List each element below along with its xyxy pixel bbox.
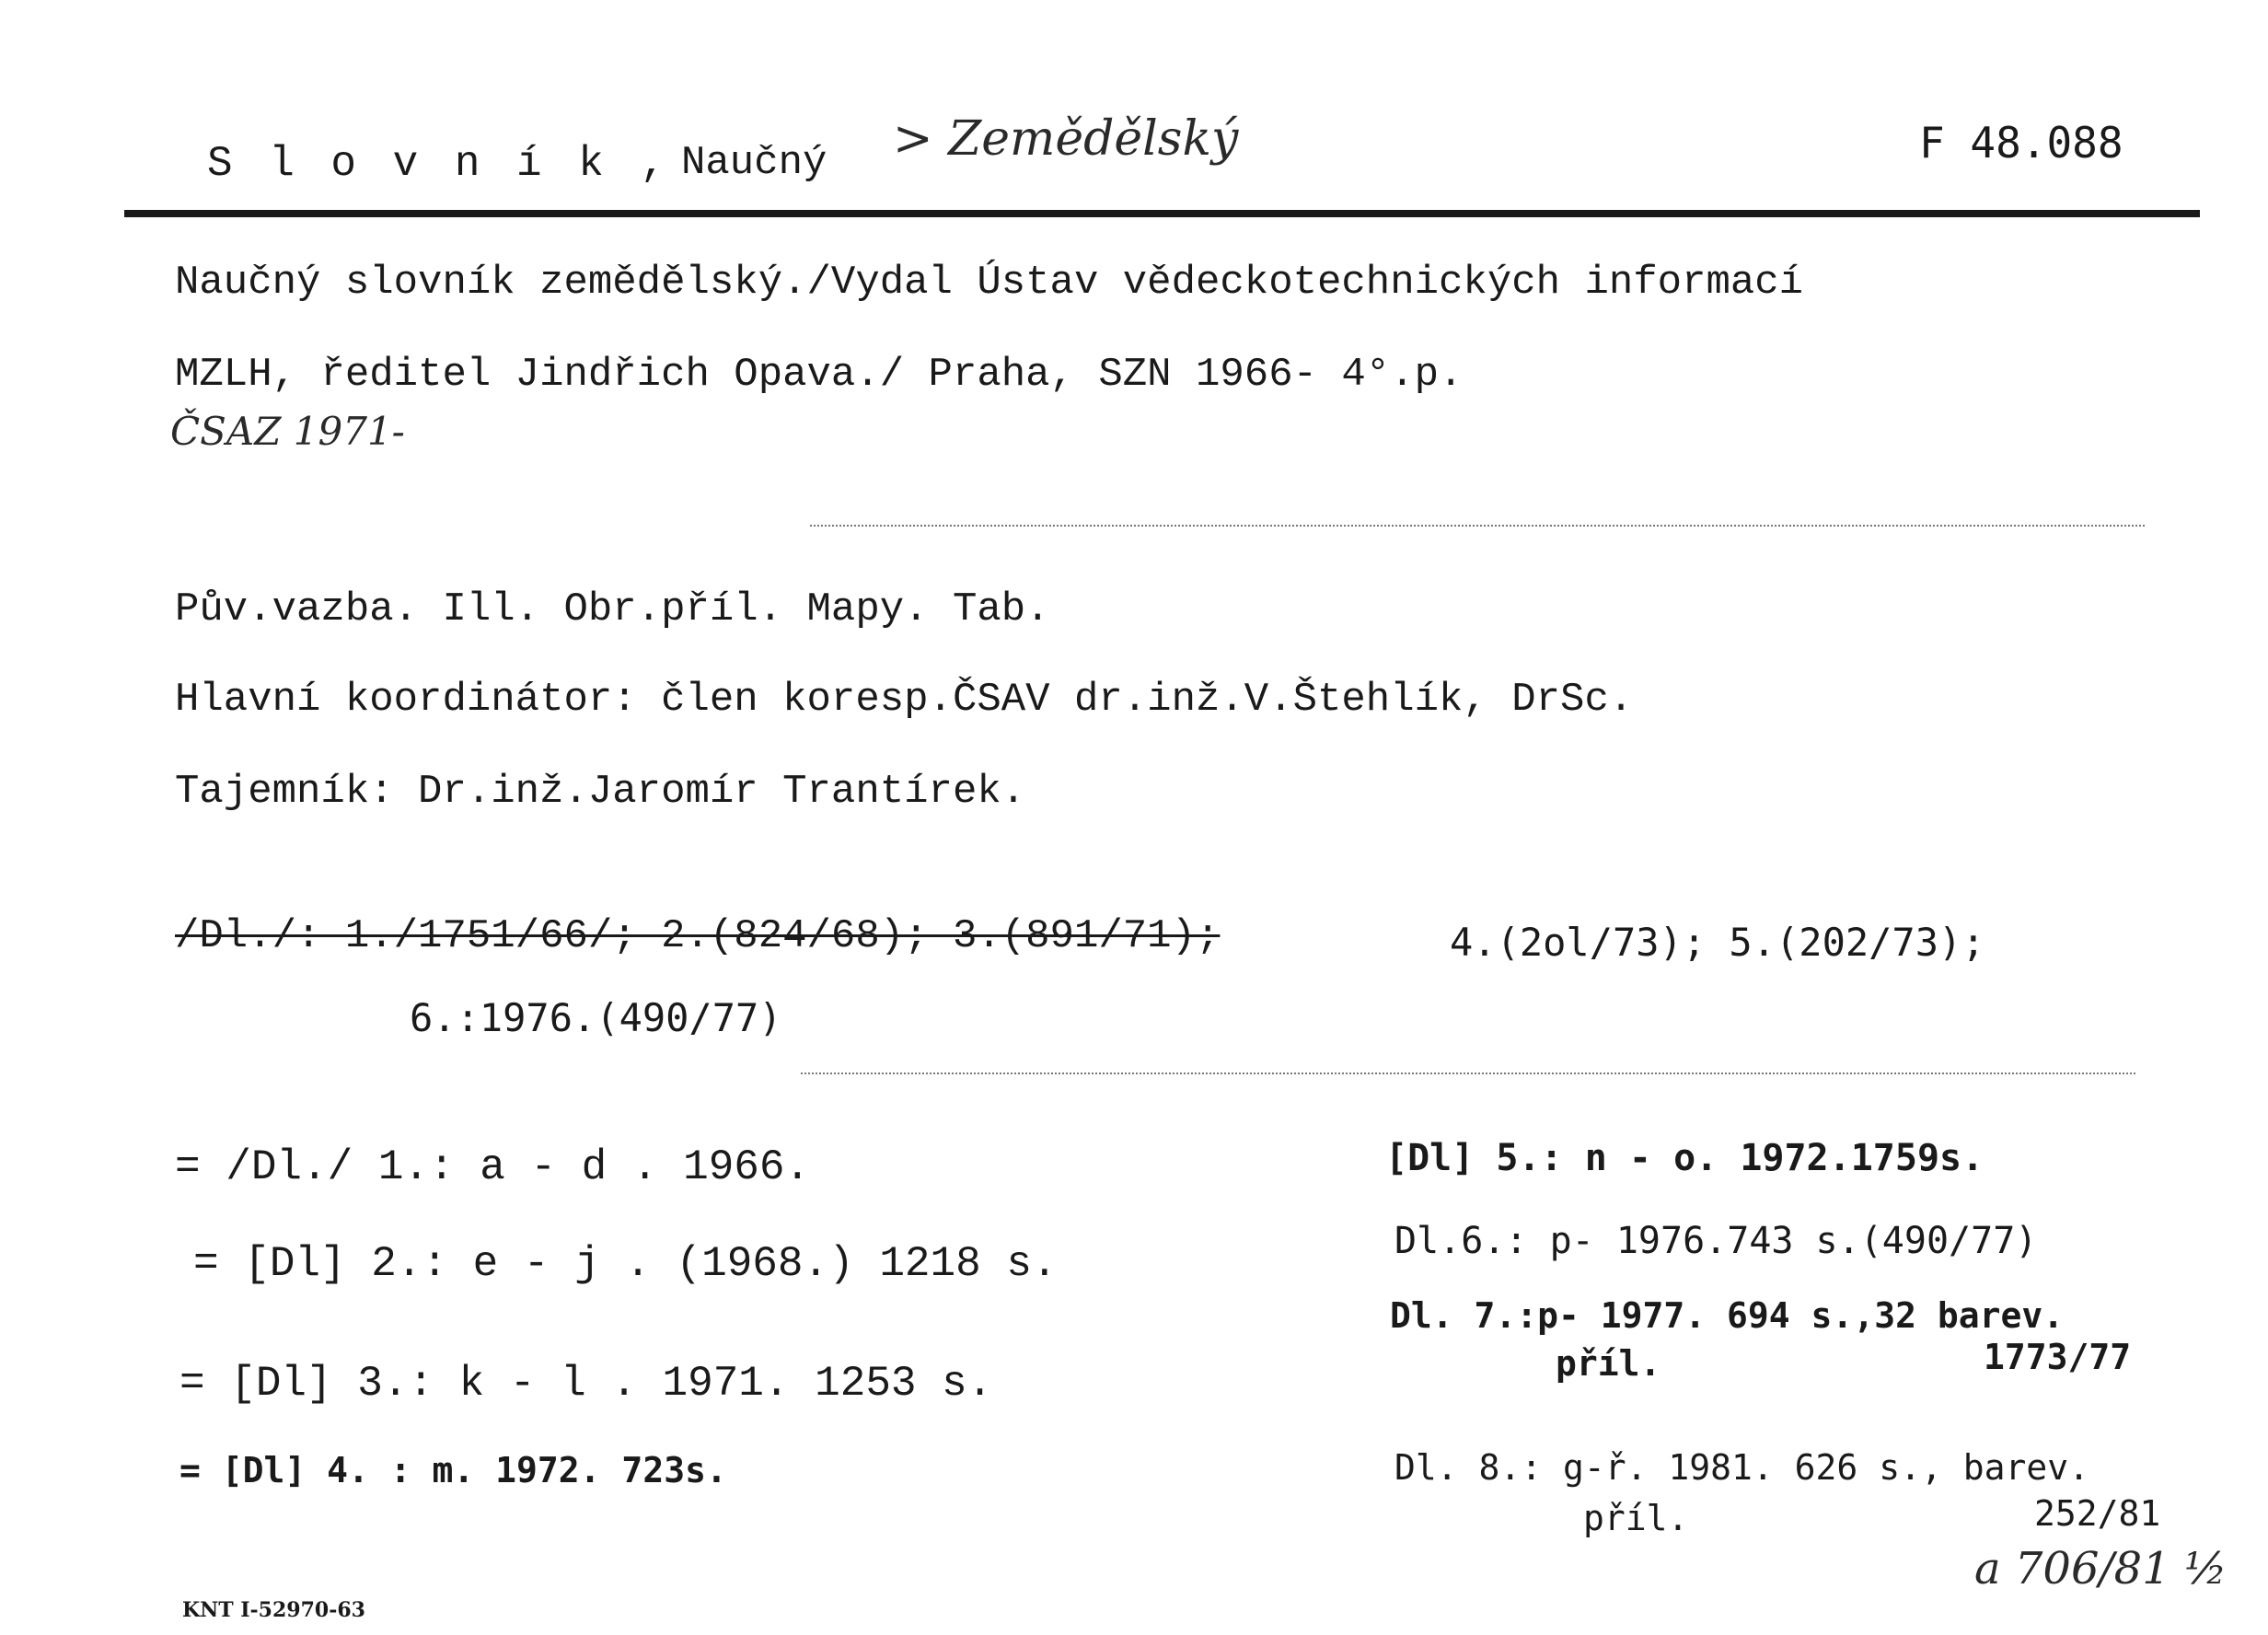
- header-rule: [124, 210, 2200, 217]
- volume-3: = [Dl] 3.: k - l . 1971. 1253 s.: [179, 1360, 993, 1408]
- volume-7-line-1: Dl. 7.:p- 1977. 694 s.,32 barev.: [1390, 1295, 2065, 1336]
- body-line-2: MZLH, ředitel Jindřich Opava./ Praha, SZN 1966- 4°.p.: [175, 352, 1464, 398]
- header-handwritten-note: > Zemědělský: [893, 111, 1239, 167]
- body-line-5: Tajemník: Dr.inž.Jaromír Trantírek.: [175, 769, 1026, 815]
- volume-6: Dl.6.: p- 1976.743 s.(490/77): [1394, 1220, 2038, 1262]
- handwritten-accession: a 706/81 ½: [1974, 1543, 2228, 1594]
- history-line-2: 6.:1976.(490/77): [410, 995, 782, 1040]
- volume-5: [Dl] 5.: n - o. 1972.1759s.: [1385, 1137, 1984, 1179]
- body-line-1: Naučný slovník zemědělský./Vydal Ústav vědeckotechnických informací: [175, 260, 1804, 306]
- dotted-separator-2: [801, 1073, 2135, 1074]
- volume-2: = [Dl] 2.: e - j . (1968.) 1218 s.: [193, 1240, 1058, 1288]
- volume-8-line-2a: příl.: [1583, 1498, 1689, 1538]
- volume-7-line-2b: 1773/77: [1984, 1337, 2132, 1377]
- handwritten-line: ČSAZ 1971-: [170, 409, 405, 454]
- volume-8-line-2b: 252/81: [2034, 1493, 2161, 1534]
- header-subtitle: Naučný: [681, 140, 827, 186]
- dotted-separator: [810, 525, 2145, 527]
- body-line-4: Hlavní koordinátor: člen koresp.ČSAV dr.inž.V.Štehlík, DrSc.: [175, 677, 1634, 723]
- history-current: 4.(2ol/73); 5.(202/73);: [1450, 920, 1985, 965]
- volume-1: = /Dl./ 1.: a - d . 1966.: [175, 1143, 811, 1191]
- body-line-3: Pův.vazba. Ill. Obr.příl. Mapy. Tab.: [175, 586, 1050, 632]
- volume-7-line-2a: příl.: [1556, 1343, 1661, 1384]
- volume-4: = [Dl] 4. : m. 1972. 723s.: [179, 1450, 727, 1490]
- history-struck: /Dl./: 1./1751/66/; 2.(824/68); 3.(891/71);: [175, 913, 1221, 959]
- volume-8-line-1: Dl. 8.: g-ř. 1981. 626 s., barev.: [1394, 1447, 2089, 1488]
- header-title: S l o v n í k ,: [207, 140, 672, 188]
- call-number: F 48.088: [1919, 118, 2123, 168]
- print-code: KNT I-52970-63: [182, 1598, 365, 1622]
